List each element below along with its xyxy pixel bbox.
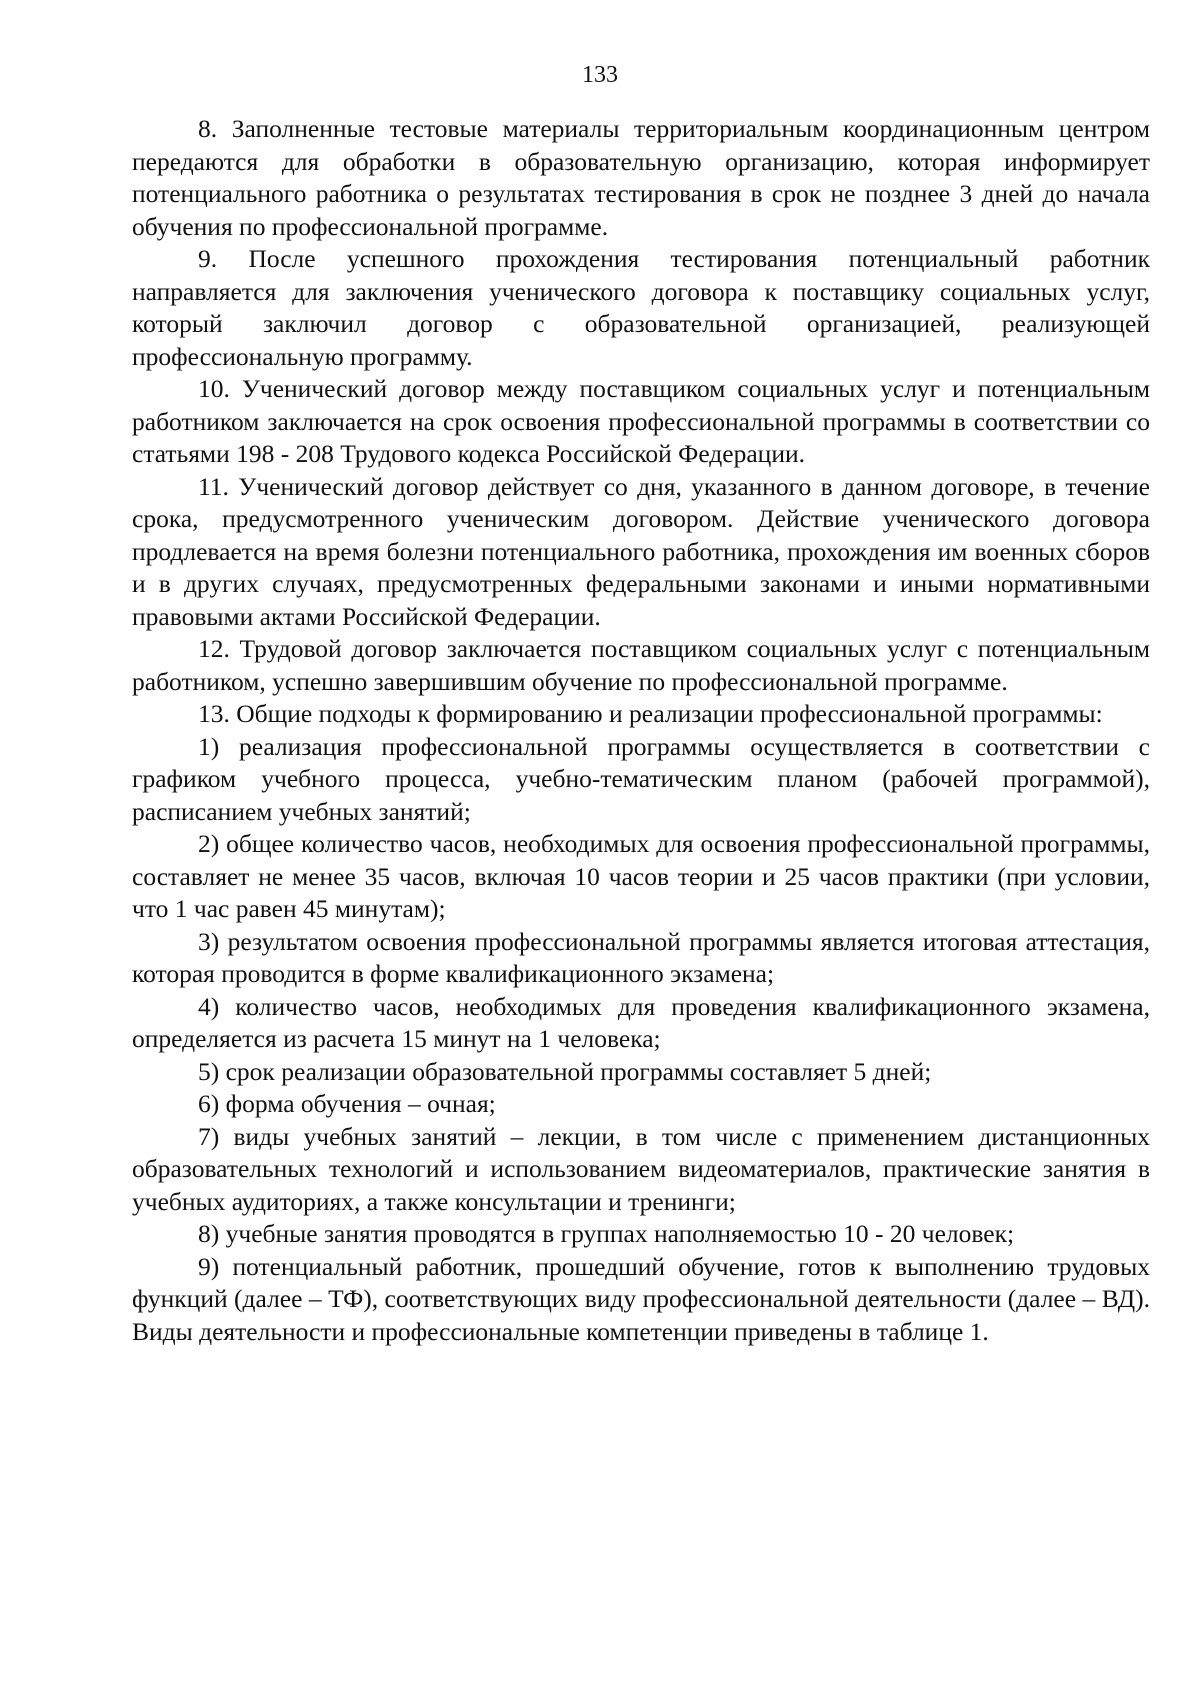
list-item-7: 7) виды учебных занятий – лекции, в том числе с применением дистанционных образовательных технологий и использованием видеоматериалов, практические занятия в учебных аудиториях, а также консультации и тренинги; xyxy=(132,1121,1150,1216)
list-item-6: 6) форма обучения – очная; xyxy=(198,1089,496,1118)
document-body xyxy=(132,113,1150,1348)
page-number: 133 xyxy=(582,62,618,88)
paragraph-13: 13. Общие подходы к формированию и реализации профессиональной программы: xyxy=(198,699,1103,728)
paragraph-9: 9. После успешного прохождения тестирования потенциальный работник направляется для заключения ученического договора к поставщику социальных услуг, который заключил договор с образовательной организацией, реализующей профессиональную программу. xyxy=(132,244,1150,371)
list-item-3: 3) результатом освоения профессиональной программы является итоговая аттестация, которая проводится в форме квалификационного экзамена; xyxy=(132,926,1150,988)
list-item-1: 1) реализация профессиональной программы осуществляется в соответствии с графиком учебного процесса, учебно-тематическим планом (рабочей программой), расписанием учебных занятий; xyxy=(132,731,1150,826)
list-item-9: 9) потенциальный работник, прошедший обучение, готов к выполнению трудовых функций (далее – ТФ), соответствующих виду профессиональной деятельности (далее – ВД). Виды деятельности и профессиональные компетенции приведены в таблице 1. xyxy=(132,1251,1150,1346)
list-item-2: 2) общее количество часов, необходимых для освоения профессиональной программы, составляет не менее 35 часов, включая 10 часов теории и 25 часов практики (при условии, что 1 час равен 45 минутам); xyxy=(132,829,1150,923)
paragraph-8: 8. Заполненные тестовые материалы территориальным координационным центром передаются для обработки в образовательную организацию, которая информирует потенциального работника о результатах тестирования в срок не позднее 3 дней до начала обучения по профессиональной программе. xyxy=(132,114,1150,241)
list-item-5: 5) срок реализации образовательной программы составляет 5 дней; xyxy=(198,1056,932,1086)
list-item-4: 4) количество часов, необходимых для проведения квалификационного экзамена, определяется из расчета 15 минут на 1 человека; xyxy=(132,991,1150,1053)
paragraph-11: 11. Ученический договор действует со дня, указанного в данном договоре, в течение срока, предусмотренного ученическим договором. Действие ученического договора продлевается на время болезни потенциального работника, прохождения им военных сборов и в других случаях, предусмотренных федеральными законами и иными нормативными правовыми актами Российской Федерации. xyxy=(132,471,1150,631)
paragraph-10: 10. Ученический договор между поставщиком социальных услуг и потенциальным работником заключается на срок освоения профессиональной программы в соответствии со статьями 198 - 208 Трудового кодекса Российской Федерации. xyxy=(132,374,1150,468)
paragraph-12: 12. Трудовой договор заключается поставщиком социальных услуг с потенциальным работником, успешно завершившим обучение по профессиональной программе. xyxy=(132,634,1150,696)
list-item-8: 8) учебные занятия проводятся в группах наполняемостью 10 - 20 человек; xyxy=(198,1219,1015,1248)
